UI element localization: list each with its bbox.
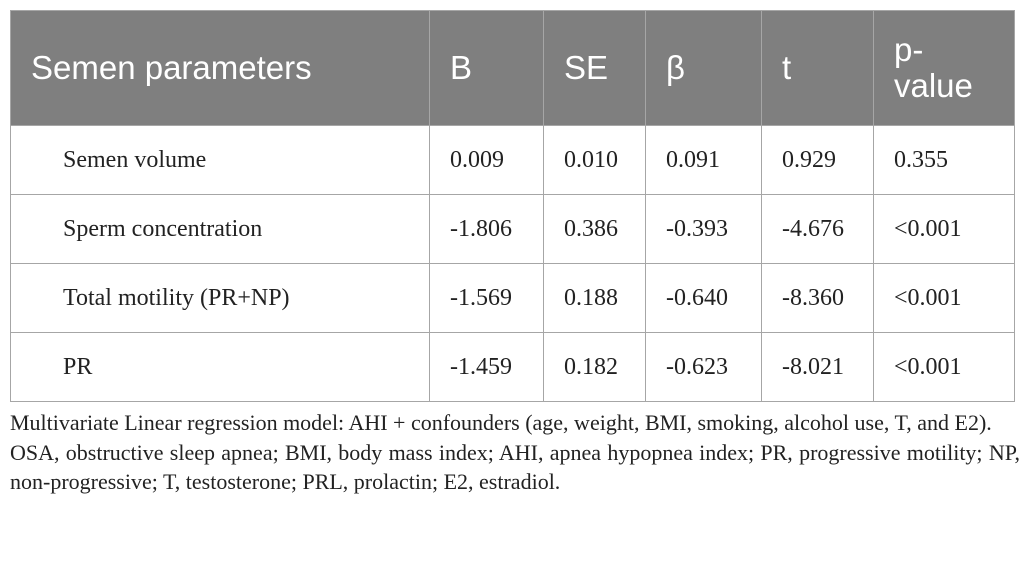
row-beta: -0.393	[646, 195, 762, 264]
row-p: <0.001	[874, 264, 1015, 333]
row-beta: -0.623	[646, 333, 762, 402]
row-se: 0.010	[544, 126, 646, 195]
row-t: 0.929	[762, 126, 874, 195]
table-row	[11, 264, 1015, 333]
row-se: 0.386	[544, 195, 646, 264]
row-parameter: Total motility (PR+NP)	[11, 264, 430, 333]
row-beta: -0.640	[646, 264, 762, 333]
header-semen-parameters: Semen parameters	[11, 11, 430, 126]
row-beta: 0.091	[646, 126, 762, 195]
row-b: 0.009	[430, 126, 544, 195]
header-b: B	[430, 11, 544, 126]
table-header-row	[11, 11, 1015, 126]
row-p: 0.355	[874, 126, 1015, 195]
table-row	[11, 126, 1015, 195]
row-t: -4.676	[762, 195, 874, 264]
row-b: -1.569	[430, 264, 544, 333]
footnote-abbreviations: OSA, obstructive sleep apnea; BMI, body mass index; AHI, apnea hypopnea index; PR, progressive motility; NP, non-progressive; T, testosterone; PRL, prolactin; E2, estradiol.	[10, 440, 1020, 494]
regression-table	[10, 10, 1015, 402]
row-t: -8.360	[762, 264, 874, 333]
row-se: 0.182	[544, 333, 646, 402]
header-t: t	[762, 11, 874, 126]
regression-table-container	[10, 10, 1014, 402]
row-t: -8.021	[762, 333, 874, 402]
row-parameter: PR	[11, 333, 430, 402]
header-se: SE	[544, 11, 646, 126]
row-b: -1.459	[430, 333, 544, 402]
row-b: -1.806	[430, 195, 544, 264]
table-row	[11, 333, 1015, 402]
footnote-model: Multivariate Linear regression model: AHI + confounders (age, weight, BMI, smoking, alcohol use, T, and E2).	[10, 410, 992, 435]
row-parameter: Semen volume	[11, 126, 430, 195]
header-p-value: p-value	[874, 11, 1015, 126]
row-p: <0.001	[874, 333, 1015, 402]
row-parameter: Sperm concentration	[11, 195, 430, 264]
table-row	[11, 195, 1015, 264]
header-beta: β	[646, 11, 762, 126]
table-footnotes	[10, 408, 1020, 497]
row-se: 0.188	[544, 264, 646, 333]
row-p: <0.001	[874, 195, 1015, 264]
